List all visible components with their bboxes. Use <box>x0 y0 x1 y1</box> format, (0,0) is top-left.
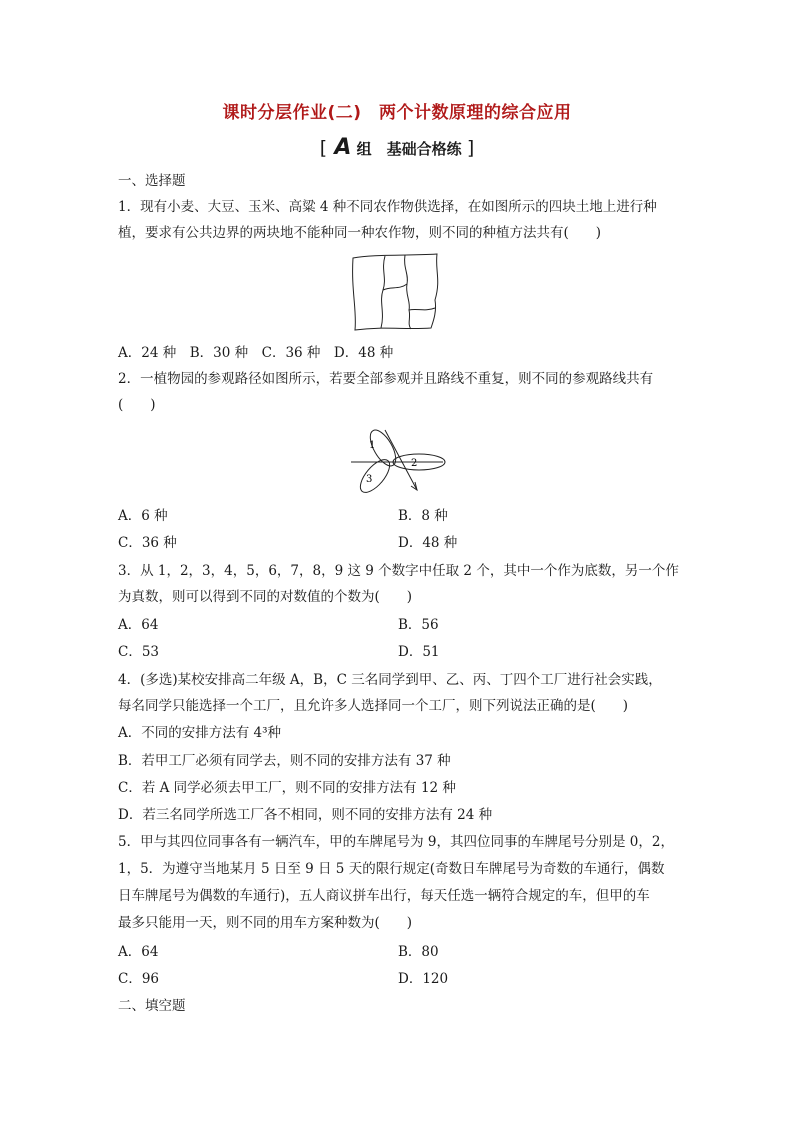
q3-option-a: A．64 <box>118 617 159 633</box>
q2-label-2: 2 <box>411 458 418 469</box>
q5-option-d: D．120 <box>398 971 449 987</box>
q3-option-d: D．51 <box>398 644 440 660</box>
q4-option-a: A．不同的安排方法有 4³种 <box>118 725 282 741</box>
q3-line2: 为真数，则可以得到不同的对数值的个数为( ) <box>118 589 413 605</box>
q2-option-d: D．48 种 <box>398 535 458 551</box>
q2-label-1: 1 <box>369 440 376 451</box>
q5-option-a: A．64 <box>118 944 159 960</box>
q5-line4: 最多只能用一天，则不同的用车方案种数为( ) <box>118 915 413 931</box>
q2-line1: 2．一植物园的参观路径如图所示，若要全部参观并且路线不重复，则不同的参观路线共有 <box>118 371 654 387</box>
group-letter: A <box>334 135 352 160</box>
q1-land-figure <box>345 250 445 334</box>
q1-options: A．24 种 B．30 种 C．36 种 D．48 种 <box>118 345 394 361</box>
section-fill: 二、填空题 <box>118 998 186 1014</box>
q5-line2: 1，5．为遵守当地某月 5 日至 9 日 5 天的限行规定(奇数日车牌尾号为奇数的车通行，偶数 <box>118 861 665 877</box>
group-heading <box>0 135 794 160</box>
q2-line2: ( ) <box>118 397 156 413</box>
group-open-bracket: [ <box>319 137 328 159</box>
q1-line1: 1．现有小麦、大豆、玉米、高粱 4 种不同农作物供选择，在如图所示的四块土地上进行种 <box>118 199 657 215</box>
q2-option-c: C．36 种 <box>118 535 177 551</box>
group-close-bracket: ] <box>466 137 475 159</box>
q3-line1: 3．从 1，2，3，4，5，6，7，8，9 这 9 个数字中任取 2 个，其中一个作为底数，另一个作 <box>118 563 679 579</box>
q4-line1: 4．(多选)某校安排高二年级 A，B，C 三名同学到甲、乙、丙、丁四个工厂进行社会实践， <box>118 672 662 688</box>
q2-option-a: A．6 种 <box>118 508 168 524</box>
section-choice: 一、选择题 <box>118 173 186 189</box>
page-title: 课时分层作业(二) 两个计数原理的综合应用 <box>222 103 572 123</box>
q4-line2: 每名同学只能选择一个工厂，且允许多人选择同一个工厂，则下列说法正确的是( ) <box>118 698 629 714</box>
q5-line1: 5．甲与其四位同事各有一辆汽车，甲的车牌尾号为 9，其四位同事的车牌尾号分别是 0，2， <box>118 834 674 850</box>
q5-option-b: B．80 <box>398 944 439 960</box>
q3-option-b: B．56 <box>398 617 439 633</box>
q2-path-figure <box>345 424 455 498</box>
group-label: 组 基础合格练 <box>356 140 462 158</box>
q1-line2: 植，要求有公共边界的两块地不能种同一种农作物，则不同的种植方法共有( ) <box>118 225 602 241</box>
q4-option-d: D．若三名同学所选工厂各不相同，则不同的安排方法有 24 种 <box>118 807 493 823</box>
q5-option-c: C．96 <box>118 971 160 987</box>
q4-option-b: B．若甲工厂必须有同学去，则不同的安排方法有 37 种 <box>118 753 451 769</box>
q2-label-3: 3 <box>366 474 373 485</box>
q5-line3: 日车牌尾号为偶数的车通行)，五人商议拼车出行，每天任选一辆符合规定的车，但甲的车 <box>118 888 650 904</box>
q2-option-b: B．8 种 <box>398 508 448 524</box>
q4-option-c: C．若 A 同学必须去甲工厂，则不同的安排方法有 12 种 <box>118 780 456 796</box>
q3-option-c: C．53 <box>118 644 160 660</box>
